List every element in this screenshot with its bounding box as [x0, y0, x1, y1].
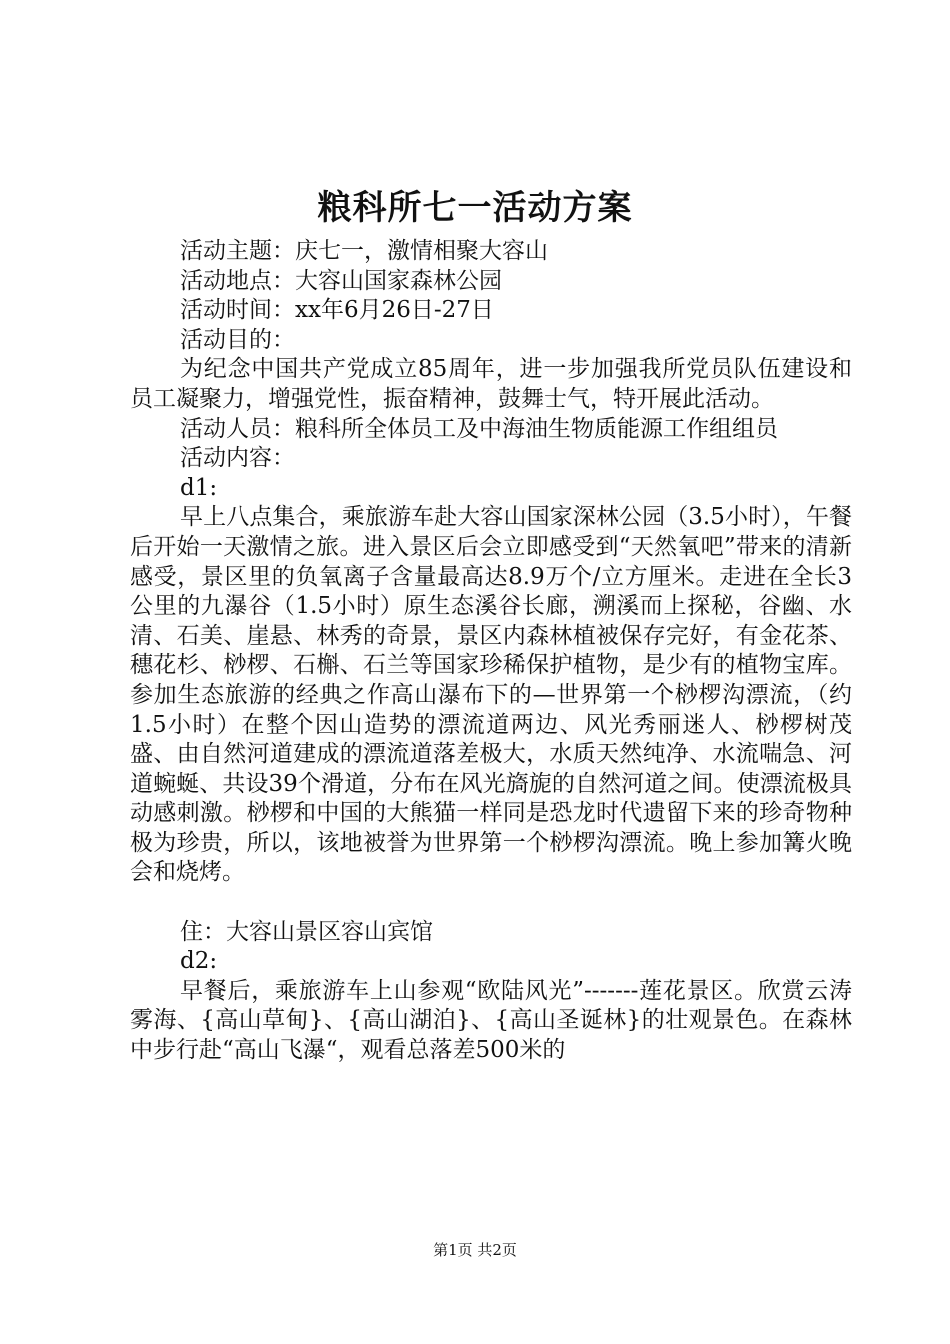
document-title: 粮科所七一活动方案 [317, 188, 633, 228]
paragraph-location: 活动地点：大容山国家森林公园 [180, 267, 502, 294]
paragraph-theme: 活动主题：庆七一，激情相聚大容山 [180, 238, 548, 264]
paragraph-content-heading: 活动内容： [180, 445, 295, 472]
paragraph-time: 活动时间：xx年6月26日-27日 [180, 297, 494, 324]
paragraph-day1: 早上八点集合，乘旅游车赴大容山国家深林公园（3.5小时），午餐后开始一天激情之旅。进入景区后会立即感受到“天然氧吧”带来的清新感受，景区里的负氧离子含量最高达8.9万个/立方厘米。走进在全长3公里的九瀑谷（1.5小时）原生态溪谷长廊，溯溪而上探秘，谷幽、水清、石美、崖悬、林秀的奇景，景区内森林植被保存完好，有金花茶、穗花杉、桫椤、石槲、石兰等国家珍稀保护植物，是少有的植物宝库。参加生态旅游的经典之作高山瀑布下的—世界第一个桫椤沟漂流，（约1.5小时）在整个因山造势的漂流道两边、风光秀丽迷人、桫椤树茂盛、由自然河道建成的漂流道落差极大，水质天然纯净、水流喘急、河道蜿蜒、共设39个滑道，分布在风光旖旎的自然河道之间。使漂流极具动感刺激。桫椤和中国的大熊猫一样同是恐龙时代遗留下来的珍奇物种极为珍贵，所以，该地被誉为世界第一个桫椤沟漂流。晚上参加篝火晚会和烧烤。 [130, 504, 852, 886]
paragraph-day2: 早餐后，乘旅游车上山参观“欧陆风光”-------莲花景区。欣赏云涛雾海、{高山草甸}、{高山湖泊}、{高山圣诞林}的壮观景色。在森林中步行赴“高山飞瀑“，观看总落差500米的 [130, 977, 852, 1064]
paragraph-participants: 活动人员：粮科所全体员工及中海油生物质能源工作组组员 [180, 415, 778, 442]
paragraph-day2-heading: d2: [180, 948, 218, 975]
paragraph-day1-heading: d1: [180, 474, 218, 501]
document-body [130, 237, 852, 1066]
page-number-footer: 第1页 共2页 [433, 1241, 517, 1259]
paragraph-spacer [130, 888, 852, 918]
paragraph-purpose-heading: 活动目的： [180, 326, 295, 353]
paragraph-purpose: 为纪念中国共产党成立85周年，进一步加强我所党员队伍建设和员工凝聚力，增强党性，振奋精神，鼓舞士气，特开展此活动。 [130, 356, 852, 412]
paragraph-accommodation: 住：大容山景区容山宾馆 [180, 918, 433, 945]
